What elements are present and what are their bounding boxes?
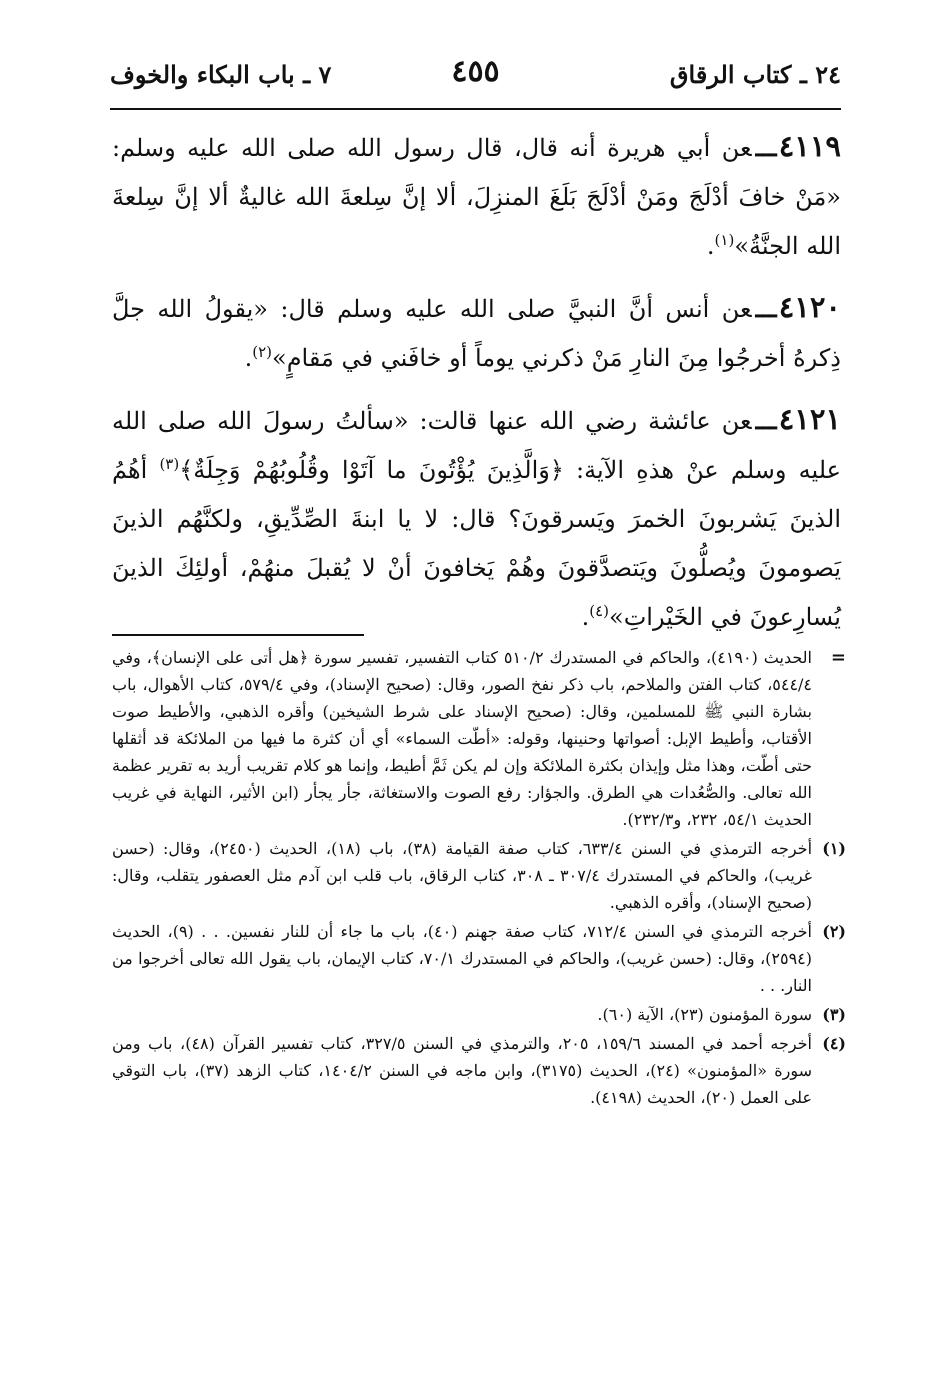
footnote-divider (112, 634, 364, 636)
footnote-4 (112, 1030, 846, 1111)
hadith-text-part1: عن عائشة رضي الله عنها قالت: «سألتُ رسولَ الله صلى الله عليه وسلم عنْ هذهِ الآية: ﴿وَالَّذِينَ يُؤْتُونَ ما آتَوْا وقُلُوبُهُمْ وَجِلَةٌ﴾ (112, 407, 841, 484)
dash-separator: ـــ (755, 406, 777, 435)
page-header (110, 54, 841, 102)
footnote-text: الحديث (٤١٩٠)، والحاكم في المستدرك ٥١٠/٢ كتاب التفسير، تفسير سورة ﴿هل أتى على الإنسان﴾، وفي ٥٤٤/٤، كتاب الفتن والملاحم، باب ذكر نفخ الصور، وقال: (صحيح الإسناد)، وفي ٥٧٩/٤، كتاب الأهوال، باب بشارة النبي ﷺ للمسلمين، وقال: (صحيح الإسناد على شرط الشيخين) وأقره الذهبي، والأطيط صوت الأقتاب، وأطيط الإبل: أصواتها وحنينها، وقوله: «أطّت السماء» أي أن كثرة ما فيها من الملائكة قد أثقلها حتى أطّت، وهذا مثل وإيذان بكثرة الملائكة وإن لم يكن ثَمَّ أطيط، وإنما هو كلام تقريب أريد به تقرير عظمة الله تعالى. والصُّعُدات هي الطرق. والجؤار: رفع الصوت والاستغاثة، جأر يجأر (ابن الأثير، النهاية في غريب الحديث ٥٤/١، ٢٣٢، و٢٣٢/٣). (112, 648, 813, 829)
footnote-3 (112, 1001, 846, 1028)
hadith-text: عن أبي هريرة أنه قال، قال رسول الله صلى الله عليه وسلم: «مَنْ خافَ أدْلَجَ ومَنْ أدْلَجَ بَلَغَ المنزِلَ، ألا إنَّ سِلعةَ الله غاليةٌ ألا إنَّ سِلعةَ الله الجنَّةُ» (112, 134, 841, 260)
footnote-marker: (٣) (822, 1005, 846, 1024)
hadith-end: . (706, 232, 715, 260)
footnote-ref: (٣) (159, 455, 180, 473)
hadith-end: . (244, 344, 253, 372)
footnote-marker: (١) (822, 839, 846, 858)
footnote-1 (112, 835, 846, 916)
hadith-text-part2: أهُمُ الذينَ يَشربونَ الخمرَ ويَسرقونَ؟ قال: لا يا ابنةَ الصِّدِّيقِ، ولكنَّهُم الذينَ يَصومونَ ويُصلُّونَ ويَتصدَّقونَ وهُمْ يَخافونَ أنْ لا يُقبلَ منهُمْ، أولئِكَ الذينَ يُسارِعونَ في الخَيْراتِ» (112, 456, 841, 631)
footnote-text: أخرجه أحمد في المسند ١٥٩/٦، ٢٠٥، والترمذي في السنن ٣٢٧/٥، كتاب تفسير القرآن (٤٨)، باب ومن سورة «المؤمنون» (٢٤)، الحديث (٣١٧٥)، وابن ماجه في السنن ١٤٠٤/٢، كتاب الزهد (٣٧)، باب التوقي على العمل (٢٠)، الحديث (٤١٩٨). (112, 1034, 813, 1107)
main-text (112, 122, 841, 654)
hadith-4119 (112, 122, 841, 271)
hadith-text: عن أنس أنَّ النبيَّ صلى الله عليه وسلم قال: «يقولُ الله جلَّ ذِكرهُ أخرجُوا مِنَ النارِ مَنْ ذكرني يوماً أو خافَني في مَقامٍ» (112, 295, 841, 372)
dash-separator: ـــ (755, 133, 777, 162)
footnote-marker: = (830, 647, 846, 668)
footnote-marker: (٢) (822, 922, 846, 941)
hadith-4121 (112, 395, 841, 642)
section-title: ٧ ـ باب البكاء والخوف (110, 60, 332, 89)
hadith-4120 (112, 283, 841, 383)
footnote-marker: (٤) (822, 1034, 846, 1053)
footnote-text: سورة المؤمنون (٢٣)، الآية (٦٠). (597, 1005, 812, 1024)
dash-separator: ـــ (755, 294, 777, 323)
footnote-continuation (112, 644, 846, 833)
hadith-number: ٤١٢٠ (778, 290, 841, 324)
footnote-ref: (١) (714, 231, 735, 249)
hadith-number: ٤١١٩ (778, 129, 841, 163)
footnote-2 (112, 918, 846, 999)
chapter-title: ٢٤ ـ كتاب الرقاق (669, 60, 841, 89)
footnote-text: أخرجه الترمذي في السنن ٧١٢/٤، كتاب صفة جهنم (٤٠)، باب ما جاء أن للنار نفسين. . . (٩)، الحديث (٢٥٩٤)، وقال: (حسن غريب)، والحاكم في المستدرك ٧٠/١، كتاب الإيمان، باب يقول الله تعالى أخرجوا من النار. . . (112, 922, 813, 995)
footnotes (112, 644, 846, 1113)
header-divider (110, 108, 841, 110)
footnote-ref: (٢) (252, 343, 273, 361)
hadith-number: ٤١٢١ (778, 402, 841, 436)
footnote-text: أخرجه الترمذي في السنن ٦٣٣/٤، كتاب صفة القيامة (٣٨)، باب (١٨)، الحديث (٢٤٥٠)، وقال: (حسن غريب)، والحاكم في المستدرك ٣٠٧/٤ ـ ٣٠٨، كتاب الرقاق، باب قلب ابن آدم مثل العصفور يتقلب، وقال: (صحيح الإسناد)، وأقره الذهبي. (112, 839, 813, 912)
hadith-end: . (581, 603, 590, 631)
footnote-ref: (٤) (589, 602, 610, 620)
page-number: ٤٥٥ (451, 54, 500, 89)
